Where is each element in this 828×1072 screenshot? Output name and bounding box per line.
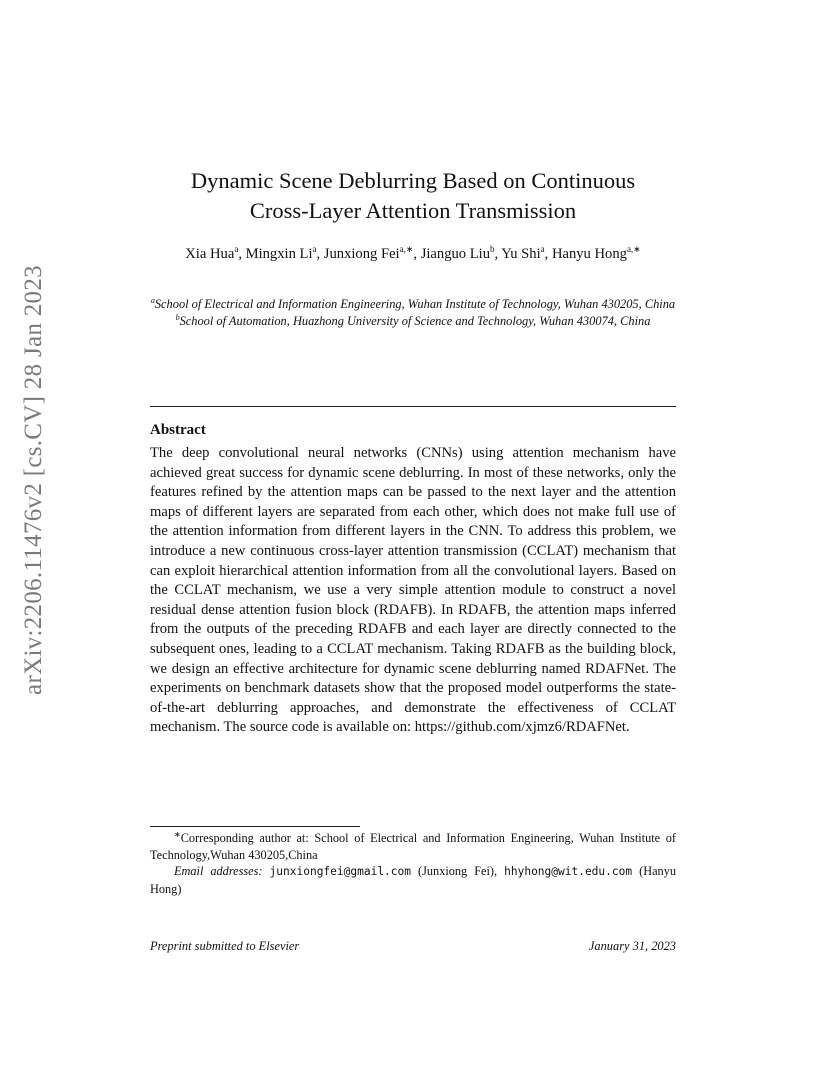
author-separator: , [316, 246, 324, 262]
corresponding-mark: ∗ [174, 830, 181, 839]
affiliation-list [150, 296, 676, 330]
author-separator: , [494, 246, 502, 262]
author-name: Jianguo Liu [420, 246, 491, 262]
author-name: Yu Shi [501, 246, 541, 262]
author-name: Mingxin Li [245, 246, 313, 262]
author-list [150, 244, 676, 265]
author-affiliation-mark: a [540, 244, 545, 254]
abstract-body: The deep convolutional neural networks (CNNs) using attention mechanism have achieved great success for dynamic scene deblurring. In most of these networks, only the features refined by the attention maps can be passed to the next layer and the attention maps of different layers are separated from each other, which does not make full use of the attention information from different layers in the CNN. To address this problem, we introduce a new continuous cross-layer attention transmission (CCLAT) mechanism that can exploit hierarchical attention information from all the convolutional layers. Based on the CCLAT mechanism, we use a very simple attention module to construct a novel residual dense attention fusion block (RDAFB). In RDAFB, the attention maps inferred from the outputs of the preceding RDAFB and each layer are directly connected to the subsequent ones, leading to a CCLAT mechanism. Taking RDAFB as the building block, we design an effective architecture for dynamic scene deblurring named RDAFNet. The experiments on benchmark datasets show that the proposed model outperforms the state-of-the-art deblurring approaches, and demonstrate the effectiveness of CCLAT mechanism. The source code is available on: https://github.com/xjmz6/RDAFNet. [150, 445, 676, 736]
email-owner-fei: (Junxiong Fei), [418, 864, 498, 878]
abstract-heading: Abstract [150, 422, 206, 438]
email-link-fei[interactable]: junxiongfei@gmail.com [269, 865, 411, 878]
author-name: Hanyu Hong [551, 246, 627, 262]
author-separator: , [238, 246, 246, 262]
author-affiliation-mark: a [234, 244, 239, 254]
affiliation-text: School of Electrical and Information Engineering, Wuhan Institute of Technology, Wuhan 430205, China [154, 297, 676, 311]
author-name: Junxiong Fei [323, 246, 400, 262]
email-link-hong[interactable]: hhyhong@wit.edu.com [504, 865, 633, 878]
preprint-note: Preprint submitted to Elsevier [150, 939, 300, 953]
corresponding-author-text: Corresponding author at: School of Electrical and Information Engineering, Wuhan Institute of Technology,Wuhan 430205,China [150, 831, 676, 862]
author-separator: , [544, 246, 552, 262]
title-line-2: Cross-Layer Attention Transmission [249, 198, 577, 223]
affiliation-mark: b [175, 313, 180, 322]
footer-date: January 31, 2023 [588, 939, 676, 953]
title-line-1: Dynamic Scene Deblurring Based on Continuous [190, 168, 636, 193]
author-affiliation-mark: a [312, 244, 317, 254]
affiliation-text: School of Automation, Huazhong University of Science and Technology, Wuhan 430074, China [179, 314, 651, 328]
author-affiliation-mark: a,∗ [399, 244, 414, 254]
abstract-top-rule [150, 406, 676, 407]
footnotes [150, 830, 676, 897]
affiliation-a [150, 296, 676, 313]
paper-title [150, 166, 676, 226]
email-note [150, 863, 676, 897]
email-label: Email addresses: [174, 864, 263, 878]
affiliation-mark: a [150, 296, 155, 305]
author-affiliation-mark: a,∗ [626, 244, 641, 254]
affiliation-b [150, 313, 676, 330]
author-separator: , [413, 246, 421, 262]
email-owner-hong: (Hanyu Hong) [150, 864, 677, 896]
corresponding-author-note [150, 830, 676, 863]
arxiv-identifier-text: arXiv:2206.11476v2 [cs.CV] 28 Jan 2023 [20, 265, 47, 695]
footnote-rule [150, 826, 360, 827]
author-affiliation-mark: b [490, 244, 495, 254]
author-name: Xia Hua [185, 246, 235, 262]
